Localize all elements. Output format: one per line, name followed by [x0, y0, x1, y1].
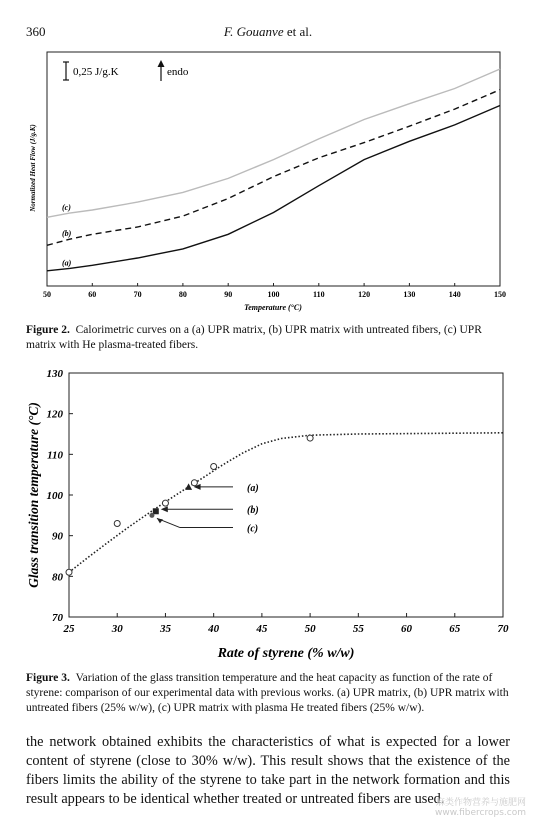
fig2-y-axis-label: Normalized Heat Flow (J/g.K) — [29, 124, 37, 212]
fig2-x-tick-label: 100 — [267, 290, 280, 299]
fig3-fit-curve — [69, 433, 503, 573]
fig3-x-tick-label: 40 — [208, 623, 220, 635]
fig3-literature-point — [162, 500, 168, 506]
fig3-x-tick-label: 70 — [497, 623, 509, 635]
watermark — [326, 795, 526, 818]
fig2-curve-c — [47, 69, 500, 217]
fig2-curve-b — [47, 90, 500, 246]
fig3-points — [66, 435, 313, 575]
fig2-x-tick-label: 70 — [133, 290, 142, 299]
fig2-x-tick-label: 120 — [358, 290, 371, 299]
scale-label: 0,25 J/g.K — [73, 66, 119, 78]
fig2-plot-frame — [47, 52, 500, 286]
watermark-line-2: www.fibercrops.com — [435, 808, 526, 818]
fig3-literature-point — [114, 520, 120, 526]
fig3-annotations — [157, 483, 259, 535]
fig3-arrowhead-icon — [161, 506, 168, 512]
fig3-point-a-triangle — [185, 483, 192, 490]
fig3-y-tick-label: 100 — [46, 490, 63, 502]
author-etal: et al. — [286, 24, 313, 39]
fig3-ticks — [47, 368, 510, 635]
running-head-authors — [0, 24, 536, 40]
fig3-literature-point — [307, 435, 313, 441]
fig3-literature-point — [211, 464, 217, 470]
page-number: 360 — [26, 24, 46, 39]
watermark-line-1: 麻类作物营养与施肥网 — [435, 798, 526, 808]
fig3-point-c-dot — [149, 513, 154, 518]
fig3-x-tick-label: 65 — [449, 623, 461, 635]
fig3-y-tick-label: 120 — [46, 408, 63, 421]
fig3-point-b-square — [153, 508, 159, 514]
author-name: F. Gouanve — [223, 24, 284, 39]
fig2-curve-a — [47, 106, 500, 271]
fig3-x-tick-label: 25 — [63, 623, 75, 635]
fig3-x-tick-label: 30 — [111, 623, 123, 635]
figure-2-calorimetric-plot — [0, 45, 536, 315]
fig3-y-axis-label: Glass transition temperature (°C) — [26, 402, 41, 588]
fig3-x-axis-label: Rate of styrene (% w/w) — [217, 646, 355, 661]
fig2-curve-label: (c) — [62, 203, 71, 213]
fig3-y-tick-label: 90 — [52, 530, 63, 543]
fig2-curve-label: (a) — [62, 258, 72, 268]
fig3-annotation-label: (c) — [247, 523, 259, 535]
fig3-plot-frame — [69, 373, 503, 617]
fig3-annotation-label: (b) — [247, 505, 259, 517]
fig3-x-tick-label: 55 — [352, 623, 364, 635]
fig3-y-tick-label: 130 — [46, 368, 63, 380]
fig3-y-tick-label: 110 — [47, 449, 63, 462]
fig2-x-tick-label: 50 — [43, 290, 51, 299]
fig2-x-tick-label: 110 — [313, 290, 325, 299]
fig2-curve-label: (b) — [62, 229, 72, 239]
fig3-annotation-label: (a) — [247, 482, 259, 494]
figure-3-caption-label: Figure 3. — [26, 672, 70, 684]
figure-2-caption-label: Figure 2. — [26, 324, 70, 336]
fig3-x-tick-label: 45 — [256, 623, 268, 635]
fig3-x-tick-label: 50 — [304, 623, 316, 635]
fig2-x-tick-label: 140 — [448, 290, 461, 299]
fig2-curves — [47, 69, 500, 271]
fig3-y-tick-label: 80 — [52, 571, 63, 584]
figure-2-caption-text: Calorimetric curves on a (a) UPR matrix, (b) UPR matrix with untreated fibers, (c) UPR matrix with He plasma-treated fibers. — [26, 324, 482, 351]
fig3-literature-point — [191, 480, 197, 486]
fig3-x-tick-label: 60 — [401, 623, 413, 635]
fig2-x-ticks — [43, 283, 506, 299]
figure-3-tg-plot — [0, 362, 536, 667]
endo-label: endo — [167, 66, 189, 78]
fig2-x-tick-label: 150 — [494, 290, 506, 299]
figure-3-caption-text: Variation of the glass transition temperature and the heat capacity as function of the rate of styrene: comparison of our experimental data with previous works. (a) UPR matrix, (b) UPR matrix with untreated fibers (25% w/w), (c) UPR matrix with plasma He treated fibers (25% w/w). — [26, 672, 509, 714]
fig3-x-tick-label: 35 — [159, 623, 171, 635]
fig3-y-tick-label: 70 — [52, 612, 63, 624]
fig3-literature-point — [66, 569, 72, 575]
fig2-x-tick-label: 60 — [88, 290, 97, 299]
fig2-x-tick-label: 130 — [403, 290, 416, 299]
figure-2-caption — [26, 323, 510, 353]
endo-arrow-icon — [158, 60, 165, 67]
fig2-x-axis-label: Temperature (°C) — [244, 303, 302, 312]
body-paragraph: the network obtained exhibits the characteristics of what is expected for a lower content of styrene (close to 30% w/w). This result shows that the existence of the fibers limits the ability of the styrene to take part in the network formation and this result appears to be identical whether treated or untreated fibers are used. — [26, 734, 510, 807]
fig2-x-tick-label: 90 — [224, 290, 233, 299]
fig2-x-tick-label: 80 — [178, 290, 187, 299]
figure-3-caption — [26, 671, 510, 716]
